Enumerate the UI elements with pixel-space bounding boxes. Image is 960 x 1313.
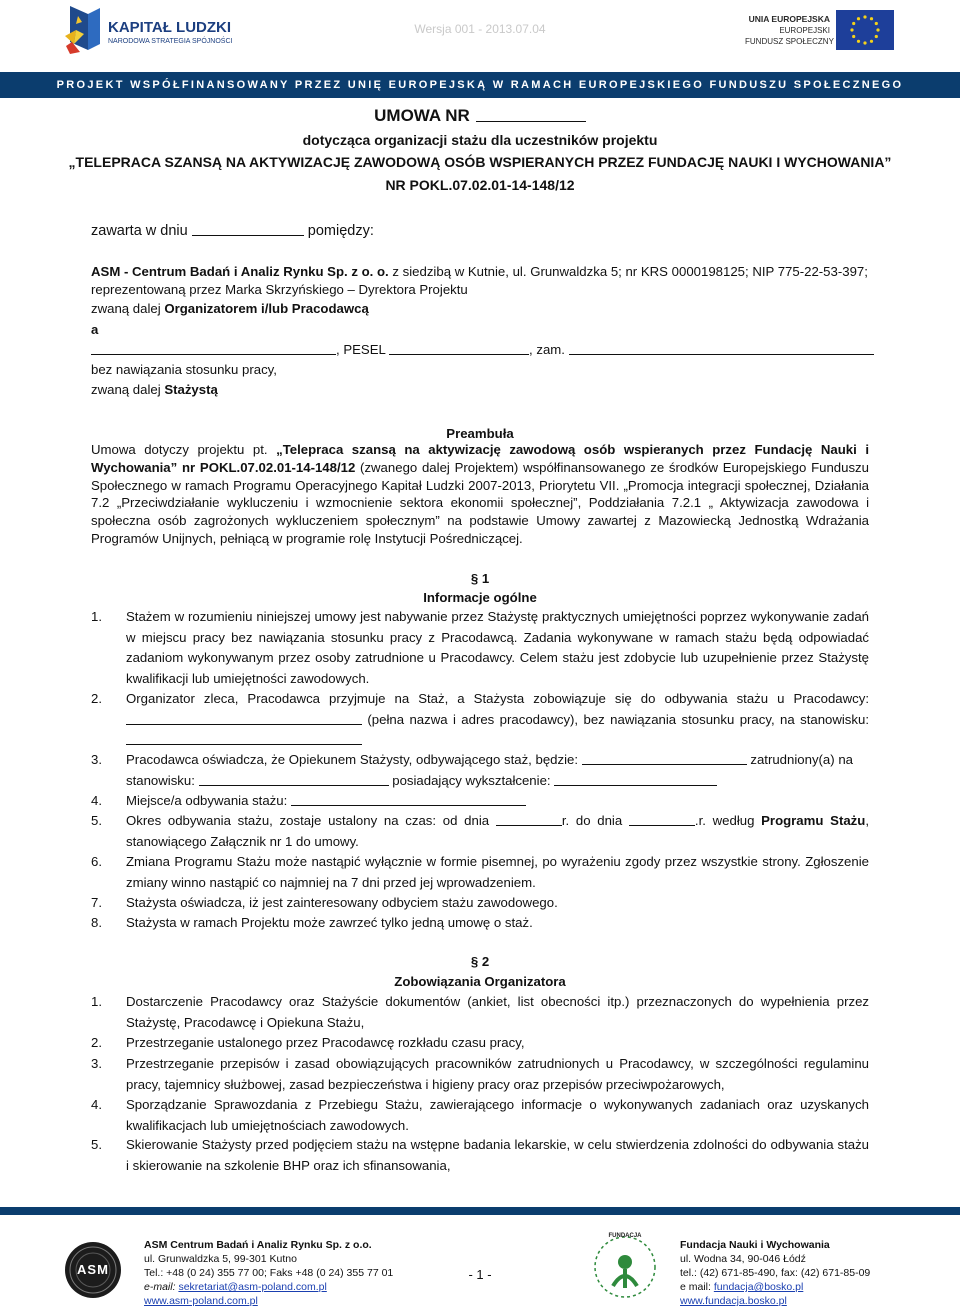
- s1-item8-text: Stażysta w ramach Projektu może zawrzeć tylko jedną umowę o staż.: [126, 915, 533, 930]
- s2-item4-number: 4.: [91, 1097, 102, 1112]
- represented-line: reprezentowaną przez Marka Skrzyńskiego – Dyrektora Projektu: [91, 282, 468, 297]
- kapital-ludzki-title: KAPITAŁ LUDZKI: [108, 19, 232, 36]
- asm-logo: [64, 1241, 122, 1299]
- contract-subtitle: dotycząca organizacji stażu dla uczestników projektu: [302, 132, 658, 148]
- s1-item5-text: [126, 811, 869, 852]
- called-organizer: Organizatorem i/lub Pracodawcą: [164, 301, 369, 316]
- s1-item2-part-a: Organizator zleca, Pracodawca przyjmuje na Staż, a Stażysta zobowiązuje się do odbywania stażu u Pracodawcy:: [126, 691, 869, 706]
- s1-item7-number: 7.: [91, 895, 102, 910]
- fundacja-logo-icon: [585, 1226, 665, 1308]
- tutor-position-blank: [199, 773, 389, 786]
- footer-rule: [0, 1207, 960, 1215]
- place-blank: [291, 793, 526, 806]
- s1-item3-number: 3.: [91, 752, 102, 767]
- eu-flag-icon: [836, 10, 894, 50]
- start-date-blank: [496, 813, 562, 826]
- asm-logo-text: ASM: [77, 1262, 109, 1277]
- section2-number: § 2: [470, 954, 490, 969]
- eu-line1: UNIA EUROPEJSKA: [748, 14, 830, 24]
- s1-item3-part-c: stanowisku:: [126, 772, 195, 788]
- fundacja-email-link[interactable]: fundacja@bosko.pl: [713, 1281, 804, 1293]
- section1-heading: Informacje ogólne: [423, 590, 537, 605]
- s1-item8-number: 8.: [91, 915, 102, 930]
- address-blank: [569, 342, 874, 355]
- section1-number: § 1: [470, 571, 490, 586]
- end-date-blank: [629, 813, 695, 826]
- kapital-ludzki-subtitle: NARODOWA STRATEGIA SPÓJNOŚCI: [108, 38, 233, 45]
- fundacja-name: Fundacja Nauki i Wychowania: [680, 1239, 830, 1251]
- fundacja-website-link[interactable]: www.fundacja.bosko.pl: [680, 1295, 787, 1307]
- organizer-address: z siedzibą w Kutnie, ul. Grunwaldzka 5; nr KRS 0000198125; NIP 775-22-53-397;: [388, 264, 868, 279]
- s2-item5-text: Skierowanie Stażysty przed podjęciem stażu na wstępne badania lekarskie, w celu stwierdzenia zdolności do odbywania stażu i skierowanie na szkolenie BHP oraz ich sfinansowania,: [126, 1137, 869, 1173]
- kapital-ludzki-logo: [62, 4, 237, 56]
- s2-item3-text: Przestrzeganie przepisów i zasad obowiązujących pracowników zatrudnionych u Pracodawcy, w szczególności regulaminu pracy, tajemnicy służbowej, zasad bezpieczeństwa i higieny pracy oraz przepisów przeciwpożarowych,: [126, 1056, 869, 1092]
- asm-phone: Tel.: +48 (0 24) 355 77 00; Faks +48 (0 24) 355 77 01: [144, 1267, 394, 1279]
- s2-item4-text: Sporządzanie Sprawozdania z Przebiegu Stażu, zawierającego informacje o wykonywanych zadaniach oraz uzyskanych kwalifikacjach lub umiejętnościach zawodowych.: [126, 1097, 869, 1133]
- called-intern: Stażystą: [164, 382, 218, 397]
- s2-item3-number: 3.: [91, 1056, 102, 1071]
- tutor-name-blank: [582, 752, 747, 765]
- s2-item2-text: Przestrzeganie ustalonego przez Pracodawcę rozkładu czasu pracy,: [126, 1035, 525, 1050]
- s1-item4-number: 4.: [91, 793, 102, 808]
- project-name: „TELEPRACA SZANSĄ NA AKTYWIZACJĘ ZAWODOWĄ OSÓB WSPIERANYCH PRZEZ FUNDACJĘ NAUKI I WYCHOWANIA”: [68, 154, 892, 170]
- asm-email-label: e-mail:: [144, 1281, 179, 1293]
- fundacja-email-line: [680, 1280, 910, 1294]
- fundacja-contact: [680, 1238, 910, 1308]
- contract-title-text: UMOWA NR: [374, 106, 470, 125]
- concluded-prefix: zawarta w dniu: [91, 223, 188, 239]
- date-blank: [192, 223, 304, 236]
- intern-data-line: [91, 340, 891, 360]
- pesel-blank: [389, 342, 529, 355]
- s1-item5-part-c: .r. według: [694, 813, 762, 828]
- s1-item3-text: [126, 750, 869, 791]
- page-number: - 1 -: [468, 1267, 492, 1282]
- project-number: NR POKL.07.02.01-14-148/12: [385, 177, 575, 193]
- s1-item2-part-b: (pełna nazwa i adres pracodawcy), bez nawiązania stosunku pracy, na stanowisku:: [362, 711, 869, 727]
- concluded-suffix: pomiędzy:: [307, 223, 374, 239]
- called-organizer-prefix: zwaną dalej: [91, 301, 165, 316]
- svg-text:FUNDACJA: FUNDACJA: [608, 1233, 642, 1239]
- eu-line2: EUROPEJSKI: [779, 26, 830, 35]
- concluded-line: [91, 221, 869, 241]
- organizer-line: [91, 262, 869, 282]
- s1-item7-text: Stażysta oświadcza, iż jest zainteresowany odbyciem stażu zawodowego.: [126, 895, 558, 910]
- fundacja-logo: [585, 1226, 665, 1308]
- called-intern-line: [91, 380, 869, 400]
- tutor-education-blank: [554, 773, 717, 786]
- fundacja-address: ul. Wodna 34, 90-046 Łódź: [680, 1253, 806, 1265]
- s1-item4-label: Miejsce/a odbywania stażu:: [126, 793, 288, 808]
- s1-item4-text: [126, 791, 869, 812]
- called-intern-prefix: zwaną dalej: [91, 382, 165, 397]
- s1-item5-number: 5.: [91, 813, 102, 828]
- s2-item2-number: 2.: [91, 1035, 102, 1050]
- s1-item5-part-e: ,: [865, 813, 869, 828]
- s1-item5-part-b: r. do dnia: [561, 813, 623, 828]
- s1-item6-number: 6.: [91, 854, 102, 869]
- position-blank: [126, 732, 362, 745]
- cofinancing-banner: PROJEKT WSPÓŁFINANSOWANY PRZEZ UNIĘ EUROPEJSKĄ W RAMACH EUROPEJSKIEGO FUNDUSZU SPOŁECZNEGO: [0, 72, 960, 98]
- intern-name-blank: [91, 342, 336, 355]
- section2-heading: Zobowiązania Organizatora: [394, 974, 566, 989]
- s1-item1-number: 1.: [91, 609, 102, 624]
- s2-item5-number: 5.: [91, 1137, 102, 1152]
- s1-item1-text: Stażem w rozumieniu niniejszej umowy jest nabywanie przez Stażystę praktycznych umiejętności poprzez wykonywanie zadań w miejscu pracy bez nawiązania stosunku pracy z Pracodawcą. Zadania wykonywane w ramach stażu będą odpowiadać zadaniom wykonywanym przez osoby zatrudnione u Pracodawcy. Celem stażu jest zdobycie lub uzupełnienie przez Stażystę kwalifikacji lub umiejętności zawodowych.: [126, 609, 869, 686]
- asm-email-link[interactable]: sekretariat@asm-poland.com.pl: [178, 1281, 327, 1293]
- asm-website-link[interactable]: www.asm-poland.com.pl: [144, 1295, 258, 1307]
- employer-name-blank: [126, 712, 362, 725]
- address-label: , zam.: [529, 342, 565, 357]
- asm-address: ul. Grunwaldzka 5, 99-301 Kutno: [144, 1253, 297, 1265]
- s1-item2-number: 2.: [91, 691, 102, 706]
- asm-name: ASM Centrum Badań i Analiz Rynku Sp. z o.o.: [144, 1239, 372, 1251]
- no-employment-line: bez nawiązania stosunku pracy,: [91, 362, 277, 377]
- s1-item3-part-b: zatrudniony(a) na: [746, 752, 853, 767]
- preamble-heading: Preambuła: [446, 426, 514, 441]
- s2-item1-number: 1.: [91, 994, 102, 1009]
- fundacja-phone: tel.: (42) 671-85-490, fax: (42) 671-85-09: [680, 1267, 871, 1279]
- s1-item3-part-a: Pracodawca oświadcza, że Opiekunem Stażysty, odbywającego staż, będzie:: [126, 752, 579, 767]
- preamble-text: [91, 441, 869, 548]
- s1-item3-part-d: posiadający wykształcenie:: [388, 772, 551, 788]
- s1-item5-part-a: Okres odbywania stażu, zostaje ustalony na czas: od dnia: [126, 813, 490, 828]
- eu-logo: [745, 8, 900, 52]
- fundacja-email-label: e mail:: [680, 1281, 714, 1293]
- organizer-name: ASM - Centrum Badań i Analiz Rynku Sp. z o. o.: [91, 264, 389, 279]
- kapital-ludzki-emblem-icon: [62, 4, 112, 56]
- asm-contact: [144, 1238, 434, 1308]
- and-label: a: [91, 322, 99, 337]
- pesel-label: , PESEL: [336, 342, 386, 357]
- s1-item5-program: Programu Stażu: [761, 813, 866, 828]
- s1-item2-text: [126, 689, 869, 751]
- contract-number-blank: [476, 106, 586, 122]
- preamble-project-title: „Telepraca szansą na aktywizację zawodową osób wspieranych przez Fundację Nauki i Wychowania” nr POKL.07.02.01-14-148/12: [91, 442, 869, 475]
- s1-item5-part-f: stanowiącego Załącznik nr 1 do umowy.: [126, 833, 359, 849]
- preamble-body: (zwanego dalej Projektem) współfinansowanego ze środków Europejskiego Funduszu Społecznego w ramach Programu Operacyjnego Kapitał Ludzki 2007-2013, Priorytetu VII. „Promocja integracji społecznej, Działania 7.2 „Przeciwdziałanie wykluczeniu i wzmocnienie sektora ekonomii społecznej”, Poddziałania 7.2.1 „ Aktywizacja zawodowa i społeczna osób zagrożonych wykluczeniem społecznym” na podstawie Umowy zawartej z Mazowiecką Jednostką Wdrażania Programów Unijnych, pełniącą w programie rolę Instytucji Pośredniczącej.: [91, 459, 869, 546]
- called-organizer-line: [91, 299, 869, 319]
- contract-title: [0, 106, 960, 126]
- preamble-intro: Umowa dotyczy projektu pt.: [91, 442, 277, 457]
- eu-line3: FUNDUSZ SPOŁECZNY: [745, 37, 834, 46]
- version-label: Wersja 001 - 2013.07.04: [414, 22, 546, 36]
- s2-item1-text: Dostarczenie Pracodawcy oraz Stażyście dokumentów (ankiet, list obecności itp.) przeznaczonych do wypełnienia przez Stażystę, Pracodawcę i Opiekuna Stażu,: [126, 994, 869, 1030]
- s1-item6-text: Zmiana Programu Stażu może nastąpić wyłącznie w formie pisemnej, po wyrażeniu zgody przez wszystkie strony. Zgłoszenie zmiany winno nastąpić co najmniej na 7 dni przed jej wprowadzeniem.: [126, 854, 869, 890]
- asm-email-line: [144, 1280, 434, 1294]
